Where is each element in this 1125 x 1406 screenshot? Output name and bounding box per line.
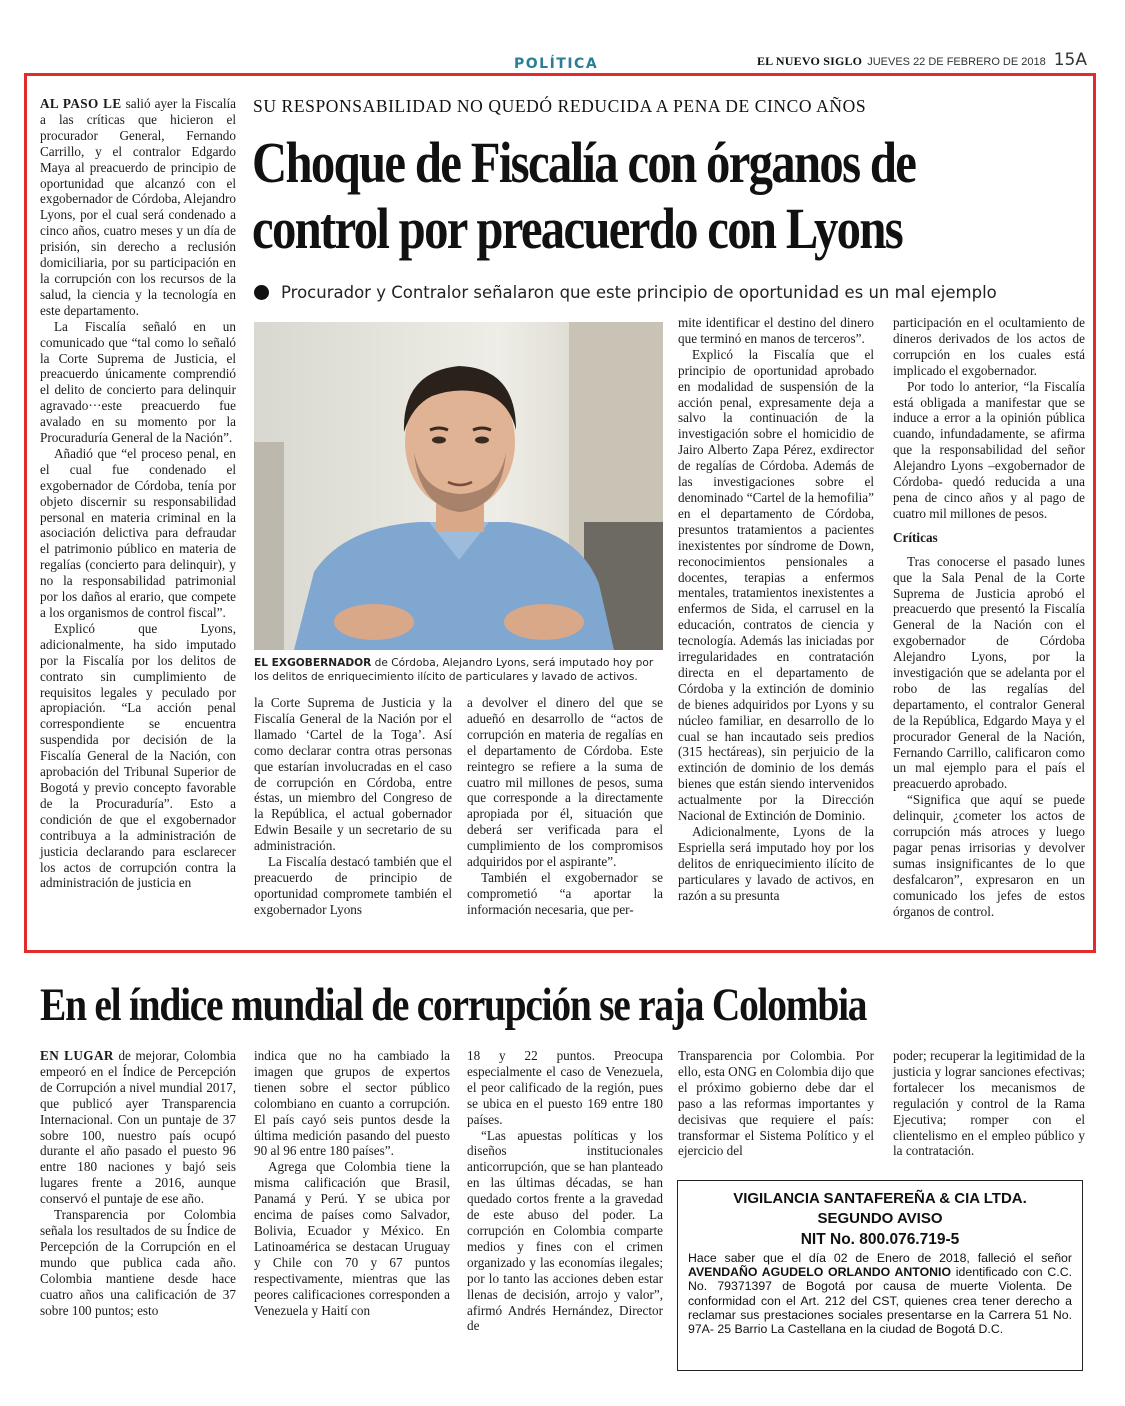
paragraph xyxy=(40,96,236,319)
notice-nit: NIT No. 800.076.719-5 xyxy=(800,1231,960,1248)
notice-text: identificado con C.C. No. 79371397 de Bogotá por causa de muerte Violenta. De conformidad con el Art. 212 del CST, quienes crea tener derecho a reclamar sus prestaciones sociales presentarse en la Carrera 51 No. 97A- 25 Barrio La Castellana en la ciudad de Bogotá D.C. xyxy=(688,1265,1072,1337)
paragraph: a devolver el dinero del que se adueñó en desarrollo de “actos de corrupción en materia de regalías en el departamento de Córdoba. Este reintegro se refiere a la suma de cuatro mil millones de pesos, suma que corresponde a la directamente apropiada por él, situación que deberá ser verificada para el cumplimiento de los compromisos adquiridos por el aspirante”. xyxy=(467,695,663,870)
notice-title: VIGILANCIA SANTAFEREÑA & CIA LTDA. xyxy=(733,1190,1027,1207)
paragraph: Transparencia por Colombia. Por ello, esta ONG en Colombia dijo que el próximo gobierno debe dar el paso a las reformas importantes y decisivas que requiere el país: transformar el Sistema Político y el ejercicio del xyxy=(678,1048,874,1159)
notice-subtitle: SEGUNDO AVISO xyxy=(817,1210,943,1227)
notice-deceased-name: AVENDAÑO AGUDELO ORLANDO ANTONIO xyxy=(688,1265,952,1280)
article-photo xyxy=(254,322,663,650)
article2-column-3 xyxy=(467,1048,663,1334)
article-headline xyxy=(252,130,941,262)
paragraph: 18 y 22 puntos. Preocupa especialmente el caso de Venezuela, el peor calificado de la región, pues se ubica en el puesto 169 entre 180 países. xyxy=(467,1048,663,1127)
portrait-image xyxy=(254,322,663,650)
paragraph: la Corte Suprema de Justicia y la Fiscalía General de la Nación por el llamado ‘Cartel de la Toga’. Así como declarar contra otras personas que estarían involucradas en el caso de corrupción en Córdoba, entre éstas, un miembro del Congreso de la República, el actual gobernador Edwin Besaile y un secretario de su administración. xyxy=(254,695,452,854)
paragraph: Agrega que Colombia tiene la misma calificación que Brasil, Panamá y Perú. Y se ubica por encima de países como Salvador, Bolivia, Ecuador y México. En Latinoamérica se destacan Uruguay y Chile con 70 y 67 puntos respectivamente, mientras que las peores calificaciones corresponden a Venezuela y Haití con xyxy=(254,1159,450,1318)
paragraph: Transparencia por Colombia señala los resultados de su Índice de Percepción de la Corrupción en el mundo que publica cada año. Colombia mantiene desde hace cuatro años una calificación de 37 sobre 100 puntos; esto xyxy=(40,1207,236,1318)
paragraph xyxy=(40,1048,236,1207)
article2-column-2 xyxy=(254,1048,450,1318)
article1-column-2 xyxy=(254,695,452,918)
paragraph-text: salió ayer la Fiscalía a las críticas que hicieron el procurador General, Fernando Carrillo, y el contralor Edgardo Maya al preacuerdo de principio de oportunidad que alcanzó con el exgobernador de Córdoba, Alejandro Lyons, por el cual será condenado a cinco años, cuatro meses y un día de prisión, sin derecho a reclusión domiciliaria, por su participación en la corrupción con los recursos de la salud, la ciencia y la tecnología en este departamento. xyxy=(40,96,237,318)
lead-in: AL PASO LE xyxy=(40,96,122,111)
notice-body xyxy=(688,1251,1072,1336)
page-number: 15A xyxy=(1053,50,1087,70)
article1-column-5 xyxy=(893,315,1085,920)
headline-line-1: Choque de Fiscalía con órganos de xyxy=(252,130,916,195)
article1-column-4 xyxy=(678,315,874,904)
section-label: POLÍTICA xyxy=(514,56,599,72)
article2-headline: En el índice mundial de corrupción se raja Colombia xyxy=(40,979,867,1031)
paragraph: indica que no ha cambiado la imagen que grupos de expertos tienen sobre el sector público colombiano en cuanto a corrupción. El país cayó seis puntos desde la última medición pasando del puesto 90 al 96 entre 180 países”. xyxy=(254,1048,450,1159)
article2-column-5 xyxy=(893,1048,1085,1159)
lead-in: EN LUGAR xyxy=(40,1048,114,1063)
article2-column-1 xyxy=(40,1048,236,1318)
article1-column-3 xyxy=(467,695,663,918)
notice-text: Hace saber que el día 02 de Enero de 2018, falleció el señor xyxy=(688,1251,1072,1265)
paragraph: Adicionalmente, Lyons de la Espriella será imputado hoy por los delitos de enriquecimiento ilícito de particulares y lavado de activos, en razón a su presunta xyxy=(678,824,874,903)
paragraph: La Fiscalía señaló en un comunicado que “tal como lo señaló la Corte Suprema de Justicia, el preacuerdo únicamente comprendió el delito de concierto para delinquir agravado···este preacuerdo fue avalado en su momento por la Procuraduría General de la Nación”. xyxy=(40,318,236,446)
paragraph: mite identificar el destino del dinero que terminó en manos de terceros”. xyxy=(678,315,874,346)
deck-text: Procurador y Contralor señalaron que este principio de oportunidad es un mal ejemplo xyxy=(281,283,997,302)
paper-name: EL NUEVO SIGLO xyxy=(756,54,863,68)
legal-notice-box xyxy=(677,1180,1083,1371)
paragraph: También el exgobernador se comprometió “a aportar la información necesaria, que per- xyxy=(467,869,663,917)
paragraph: poder; recuperar la legitimidad de la justicia y lograr sanciones efectivas; fortalecer los mecanismos de regulación y control de la Rama Ejecutiva; romper con el clientelismo en el empleo público y la contratación. xyxy=(893,1048,1085,1159)
paragraph: Tras conocerse el pasado lunes que la Sala Penal de la Corte Suprema de Justicia aprobó el preacuerdo que presentó la Fiscalía General de la Nación con el exgobernador de Córdoba Alejandro Lyons, por la investigación que se adelanta por el robo de las regalías del departamento, el contralor General de la República, Edgardo Maya y el procurador General de la Nación, Fernando Carrillo, calificaron como un mal ejemplo para el país el preacuerdo aprobado. xyxy=(893,553,1085,792)
paragraph: Explicó la Fiscalía que el principio de oportunidad aprobado en modalidad de suspensión de la acción penal, expresamente deja a salvo la continuación de la investigación sobre el homicidio de Jairo Alberto Zapa Pérez, exdirector de regalías de Córdoba. Además de las investigaciones sobre el denominado “Cartel de la hemofilia” en el departamento de Córdoba, presuntos tratamientos a pacientes inexistentes por síndrome de Down, reconocimientos pensionales a docentes, terapias a enfermos mentales, tratamientos inexistentes a enfermos de Sida, el carrusel en la educación, contratos de ciencia y tecnología. Además las iniciadas por irregularidades en contratación directa en el departamento de Córdoba y la extinción de dominio de bienes adquiridos por Lyons y su núcleo familiar, en desarrollo de lo cual se han incautado seis predios (315 hectáreas), sin perjuicio de la extinción de dominio de los demás bienes que están siendo intervenidos actualmente por la Dirección Nacional de Extinción de Dominio. xyxy=(678,346,874,824)
headline-line-2: control por preacuerdo con Lyons xyxy=(252,196,903,261)
paragraph: Explicó que Lyons, adicionalmente, ha sido imputado por la Fiscalía por los delitos de contrato sin cumplimiento de requisitos legales y peculado por apropiación. “La acción penal correspondiente se encuentra suspendida por decisión de la Fiscalía General de la Nación, con aprobación del Tribunal Superior de Bogotá y previo concepto favorable de la Procuraduría”. Esto a condición de que el exgobernador contribuya a la administración de justicia declarando para esclarecer los actos de corrupción contra la administración de justicia en xyxy=(40,620,236,891)
paragraph: participación en el ocultamiento de dineros derivados de los actos de corrupción en los cuales está implicado el exgobernador. xyxy=(893,315,1085,378)
paragraph: “Significa que aquí se puede delinquir, ¿cometer los actos de corrupción más atroces y luego pagar penas irrisorias y devolver sumas insignificantes de lo que desfalcaron”, expresaron en un comunicado los jefes de estos órganos de control. xyxy=(893,792,1085,919)
paragraph: “Las apuestas políticas y los diseños institucionales anticorrupción, que se han planteado en las últimas décadas, se han quedado cortos frente a la gravedad de este abuso del poder. La corrupción en Colombia comparte medios y fines con el crimen organizado y las economías ilegales; por lo tanto las acciones deben estar llenas de decisión, arrojo y valor”, afirmó Andrés Hernández, Director de xyxy=(467,1127,663,1334)
paragraph: Añadió que “el proceso penal, en el cual fue condenado el exgobernador de Córdoba, tenía por objeto discernir su responsabilidad personal en materia criminal en la asociación delictiva para defraudar el patrimonio público en materia de regalías (concierto para delinquir), y no la responsabilidad patrimonial por los daños al erario, que compete a los organismos de control fiscal”. xyxy=(40,445,236,620)
article1-column-1 xyxy=(40,96,236,891)
subheading: Críticas xyxy=(893,529,938,545)
bullet-icon xyxy=(254,285,269,300)
paragraph: La Fiscalía destacó también que el preacuerdo de principio de oportunidad compromete también el exgobernador Lyons xyxy=(254,854,452,917)
paragraph-text: de mejorar, Colombia empeoró en el Índice de Percepción de Corrupción a nivel mundial 2017, que publicó ayer Transparencia Internacional. Con un puntaje de 37 sobre 100, nuestro país ocupó durante el año pasado el puesto 96 entre 180 naciones y bajó seis lugares frente a 2016, aunque conservó el puntaje de ese año. xyxy=(40,1048,236,1207)
photo-caption xyxy=(254,656,664,684)
article-kicker: SU RESPONSABILIDAD NO QUEDÓ REDUCIDA A PENA DE CINCO AÑOS xyxy=(253,96,867,116)
article2-column-4 xyxy=(678,1048,874,1159)
caption-lead: EL EXGOBERNADOR xyxy=(254,657,372,669)
paragraph: Por todo lo anterior, “la Fiscalía está obligada a manifestar que se induce a error a la opinión pública cuando, infundadamente, se afirma que la responsabilidad del señor Alejandro Lyons –exgobernador de Córdoba- quedó reducida a una pena de cinco años y al pago de cuatro mil millones de pesos. xyxy=(893,378,1085,521)
issue-date: JUEVES 22 DE FEBRERO DE 2018 xyxy=(867,56,1046,68)
article-deck xyxy=(254,283,1084,302)
masthead xyxy=(757,50,1087,70)
caption-text: de Córdoba, Alejandro Lyons, será imputado hoy por los delitos de enriquecimiento ilícito de particulares y lavado de activos. xyxy=(254,657,654,683)
